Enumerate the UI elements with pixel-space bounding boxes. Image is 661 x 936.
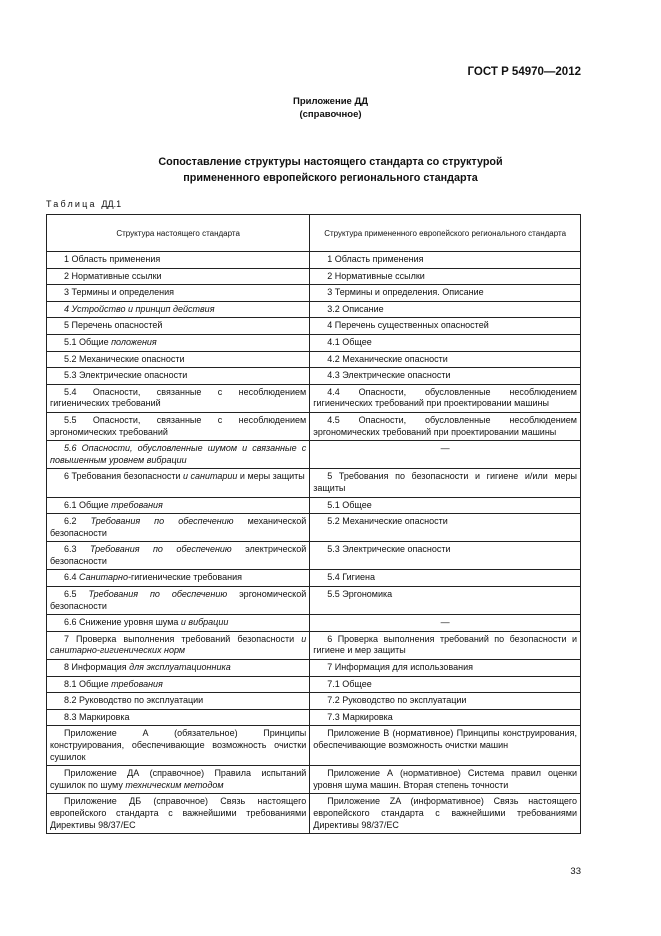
table-row: [47, 514, 581, 542]
cell-text: 7.2 Руководство по эксплуатации: [327, 695, 467, 706]
cell-european-standard: [310, 570, 581, 587]
table-row: [47, 726, 581, 766]
cell-european-standard: [310, 412, 581, 440]
table-row: [47, 693, 581, 710]
cell-text: 5.2 Механические опасности: [64, 353, 185, 364]
annex-subtitle: (справочное): [299, 109, 362, 120]
cell-european-standard: [310, 514, 581, 542]
cell-text: 4.2 Механические опасности: [327, 353, 448, 364]
cell-text: 5.1 Общее: [327, 499, 372, 510]
cell-text: Приложение А (обязательное) Принципы конструирования, обеспечивающие возможность очистки сушилок: [50, 728, 307, 762]
cell-text: Приложение В (нормативное) Принципы конструирования, обеспечивающие возможность очистки машин: [313, 728, 577, 750]
cell-text: 4.3 Электрические опасности: [327, 370, 451, 381]
table-row: [47, 334, 581, 351]
cell-this-standard: [47, 412, 310, 440]
cell-european-standard: [310, 542, 581, 570]
page-number: 33: [570, 866, 581, 877]
cell-text: 2 Нормативные ссылки: [64, 270, 162, 281]
cell-text: 8.1 Общие: [64, 678, 112, 689]
cell-text: 3 Термины и определения: [64, 287, 174, 298]
cell-this-standard: [47, 368, 310, 385]
table-row: [47, 285, 581, 302]
table-row: [47, 615, 581, 632]
cell-european-standard: [310, 676, 581, 693]
cell-text: 6.2: [64, 516, 91, 527]
cell-text: эргономической безопасности: [50, 589, 307, 611]
section-title-line-2: примененного европейского регионального стандарта: [183, 172, 478, 184]
cell-text: 4 Устройство и принцип действия: [64, 303, 215, 314]
cell-text: и вибрации: [180, 617, 229, 628]
cell-text: —: [440, 443, 450, 454]
table-row: [47, 766, 581, 794]
table-row: [47, 351, 581, 368]
table-row: [47, 542, 581, 570]
cell-european-standard: [310, 384, 581, 412]
cell-text: техническим методом: [125, 779, 224, 790]
cell-this-standard: [47, 441, 310, 469]
cell-text: 6.5: [64, 589, 89, 600]
cell-text: 5.5 Эргономика: [327, 589, 393, 600]
table-row: [47, 709, 581, 726]
table-row: [47, 660, 581, 677]
table-row: [47, 368, 581, 385]
cell-text: 5 Перечень опасностей: [64, 320, 163, 331]
table-body: [47, 252, 581, 834]
cell-text: гигиенические требования: [130, 572, 242, 583]
cell-this-standard: [47, 514, 310, 542]
cell-this-standard: [47, 693, 310, 710]
cell-text: 6.6 Снижение уровня шума: [64, 617, 181, 628]
cell-this-standard: [47, 587, 310, 615]
cell-text: 5.6 Опасности, обусловленные шумом и связанные с повышенным уровнем вибрации: [50, 443, 307, 465]
cell-text: 6.1 Общие: [64, 499, 112, 510]
cell-this-standard: [47, 542, 310, 570]
cell-text: Требования по обеспечению: [88, 589, 228, 600]
cell-this-standard: [47, 660, 310, 677]
cell-text: 3 Термины и определения. Описание: [327, 287, 484, 298]
cell-this-standard: [47, 766, 310, 794]
table-row: [47, 301, 581, 318]
table-row: [47, 631, 581, 659]
cell-text: 7 Проверка выполнения требований безопасности: [64, 633, 302, 644]
cell-text: Требования по обеспечению: [89, 544, 232, 555]
cell-text: 4.1 Общее: [327, 336, 372, 347]
cell-text: 6.3: [64, 544, 90, 555]
table-row: [47, 794, 581, 834]
cell-text: и санитарно-гигиенических норм: [50, 633, 307, 656]
cell-this-standard: [47, 726, 310, 766]
cell-text: механической безопасности: [50, 516, 307, 538]
table-caption-prefix: Таблица: [46, 199, 97, 209]
cell-text: 4.4 Опасности, обусловленные несоблюдением гигиенических требований при проектировании машины: [313, 386, 577, 409]
table-row: [47, 570, 581, 587]
cell-text: 5.3 Электрические опасности: [327, 544, 451, 555]
cell-european-standard: [310, 726, 581, 766]
cell-european-standard: [310, 334, 581, 351]
cell-this-standard: [47, 794, 310, 834]
cell-european-standard: [310, 709, 581, 726]
cell-european-standard: [310, 615, 581, 632]
cell-text: 5 Требования по безопасности и гигиене и/или меры защиты: [313, 471, 577, 493]
cell-text: 2 Нормативные ссылки: [327, 270, 425, 281]
cell-text: 7.1 Общее: [327, 678, 372, 689]
table-row: [47, 412, 581, 440]
cell-text: электрической безопасности: [50, 544, 307, 566]
cell-text: Приложение ZA (информативное) Связь настоящего европейского стандарта с важнейшими требованиями Директивы 98/37/ЕС: [313, 796, 577, 830]
cell-text: 8.2 Руководство по эксплуатации: [64, 695, 204, 706]
cell-european-standard: [310, 318, 581, 335]
cell-european-standard: [310, 766, 581, 794]
cell-text: 3.2 Описание: [327, 303, 384, 314]
cell-text: Требования по обеспечению: [90, 516, 234, 527]
cell-european-standard: [310, 794, 581, 834]
table-row: [47, 441, 581, 469]
cell-text: 5.2 Механические опасности: [327, 516, 448, 527]
cell-european-standard: [310, 441, 581, 469]
table-row: [47, 318, 581, 335]
cell-text: 1 Область применения: [64, 254, 161, 264]
cell-european-standard: [310, 285, 581, 302]
cell-text: —: [440, 617, 450, 628]
section-title-line-1: Сопоставление структуры настоящего стандарта со структурой: [158, 156, 503, 168]
cell-this-standard: [47, 615, 310, 632]
cell-text: 5.4 Опасности, связанные с несоблюдением гигиенических требований: [50, 386, 307, 409]
cell-this-standard: [47, 252, 310, 269]
cell-this-standard: [47, 469, 310, 497]
cell-european-standard: [310, 631, 581, 659]
cell-european-standard: [310, 268, 581, 285]
cell-text: 4.5 Опасности, обусловленные несоблюдением эргономических требований при проектировании машины: [313, 414, 577, 437]
cell-text: 8 Информация: [64, 662, 130, 673]
cell-this-standard: [47, 570, 310, 587]
cell-this-standard: [47, 301, 310, 318]
cell-this-standard: [47, 285, 310, 302]
cell-european-standard: [310, 660, 581, 677]
cell-european-standard: [310, 252, 581, 269]
cell-text: Приложение ДБ (справочное) Связь настоящего европейского стандарта с важнейшими требованиями Директивы 98/37/ЕС: [50, 796, 307, 830]
cell-this-standard: [47, 497, 310, 514]
cell-text: 1 Область применения: [327, 254, 424, 264]
table-row: [47, 268, 581, 285]
cell-european-standard: [310, 368, 581, 385]
cell-european-standard: [310, 497, 581, 514]
cell-text: положения: [111, 336, 157, 347]
annex-title: Приложение ДД: [293, 96, 368, 107]
cell-this-standard: [47, 676, 310, 693]
cell-this-standard: [47, 631, 310, 659]
column-header-this-standard: Структура настоящего стандарта: [47, 215, 310, 252]
table-row: [47, 497, 581, 514]
cell-text: требования: [111, 678, 163, 689]
cell-text: 8.3 Маркировка: [64, 711, 130, 722]
cell-european-standard: [310, 469, 581, 497]
cell-text: 6.4: [64, 572, 80, 583]
cell-text: 7.3 Маркировка: [327, 711, 393, 722]
table-row: [47, 252, 581, 269]
table-row: [47, 676, 581, 693]
cell-text: Приложение А (нормативное) Система правил оценки уровня шума машин. Вторая степень точности: [313, 768, 577, 790]
cell-text: 5.5 Опасности, связанные с несоблюдением эргономических требований: [50, 414, 307, 437]
cell-text: для эксплуатационника: [129, 662, 231, 673]
cell-european-standard: [310, 587, 581, 615]
cell-text: 5.1 Общие: [64, 336, 112, 347]
cell-text: 5.4 Гигиена: [327, 572, 375, 583]
structure-comparison-table: [46, 214, 581, 834]
table-row: [47, 587, 581, 615]
cell-text: 6 Требования безопасности: [64, 471, 184, 482]
cell-text: 7 Информация для использования: [327, 662, 473, 673]
cell-european-standard: [310, 693, 581, 710]
cell-text: 5.3 Электрические опасности: [64, 370, 188, 381]
table-caption: [46, 199, 121, 209]
cell-european-standard: [310, 351, 581, 368]
table-row: [47, 469, 581, 497]
document-standard-number: ГОСТ Р 54970—2012: [467, 66, 581, 78]
cell-this-standard: [47, 384, 310, 412]
cell-this-standard: [47, 709, 310, 726]
cell-this-standard: [47, 268, 310, 285]
cell-text: и санитарии: [183, 471, 238, 482]
cell-text: Приложение ДА (справочное) Правила испытаний сушилок по шуму: [50, 768, 307, 790]
table-row: [47, 384, 581, 412]
table-caption-number: ДД.1: [101, 199, 122, 209]
cell-european-standard: [310, 301, 581, 318]
cell-text: 4 Перечень существенных опасностей: [327, 320, 489, 331]
cell-this-standard: [47, 351, 310, 368]
cell-text: 6 Проверка выполнения требований по безопасности и гигиене и мер защиты: [313, 633, 577, 656]
column-header-european-standard: Структура примененного европейского регионального стандарта: [310, 215, 581, 252]
cell-this-standard: [47, 318, 310, 335]
cell-text: требования: [111, 499, 163, 510]
table-header-row: [47, 215, 581, 252]
cell-this-standard: [47, 334, 310, 351]
cell-text: Санитарно-: [79, 572, 131, 583]
cell-text: и меры защиты: [237, 471, 305, 482]
